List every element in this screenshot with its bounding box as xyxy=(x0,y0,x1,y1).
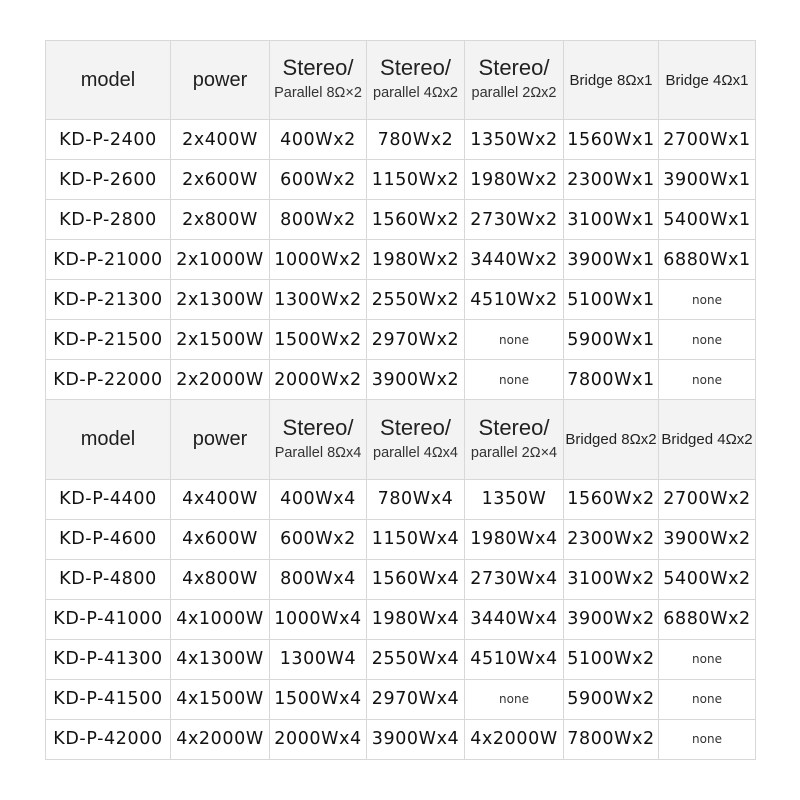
header-bridge-4ohm: Bridged 4Ωx2 xyxy=(659,400,756,479)
table-cell: 3900Wx2 xyxy=(564,599,659,639)
table-cell: 4x1500W xyxy=(171,679,270,719)
model-cell: KD-P-4400 xyxy=(46,479,171,519)
table-cell: 1300Wx2 xyxy=(270,280,367,320)
table-row xyxy=(46,200,756,240)
table-cell: none xyxy=(659,679,756,719)
model-cell: KD-P-21500 xyxy=(46,320,171,360)
header-stereo-8ohm xyxy=(270,41,367,120)
table-cell: 5100Wx1 xyxy=(564,280,659,320)
header-line1: Stereo/ xyxy=(282,55,354,81)
table-row xyxy=(46,719,756,759)
model-cell: KD-P-2800 xyxy=(46,200,171,240)
table-cell: 1350W xyxy=(465,479,564,519)
table-cell: 1500Wx2 xyxy=(270,320,367,360)
model-cell: KD-P-4600 xyxy=(46,519,171,559)
table-row xyxy=(46,280,756,320)
table-cell: 1560Wx1 xyxy=(564,120,659,160)
table-cell: 600Wx2 xyxy=(270,519,367,559)
table-cell: 1980Wx2 xyxy=(367,240,465,280)
amplifier-spec-table xyxy=(45,40,756,760)
table-cell: 2970Wx4 xyxy=(367,679,465,719)
table-cell: 3440Wx4 xyxy=(465,599,564,639)
table-cell: 2x600W xyxy=(171,160,270,200)
model-cell: KD-P-2600 xyxy=(46,160,171,200)
model-cell: KD-P-21000 xyxy=(46,240,171,280)
table-cell: 3900Wx2 xyxy=(367,360,465,400)
header-line2: parallel 2Ωx2 xyxy=(471,85,557,102)
table-cell: 2x1300W xyxy=(171,280,270,320)
header-line2: Parallel 8Ω×2 xyxy=(274,85,362,102)
table-row xyxy=(46,599,756,639)
table-cell: 4x800W xyxy=(171,559,270,599)
table-cell: 4x2000W xyxy=(171,719,270,759)
table-cell: 5400Wx1 xyxy=(659,200,756,240)
model-cell: KD-P-41000 xyxy=(46,599,171,639)
table-cell: none xyxy=(659,320,756,360)
table-cell: 4x1000W xyxy=(171,599,270,639)
table-row xyxy=(46,240,756,280)
table-row xyxy=(46,479,756,519)
table-cell: none xyxy=(659,719,756,759)
header-stereo-4ohm xyxy=(367,400,465,479)
table-cell: 2000Wx2 xyxy=(270,360,367,400)
table-cell: 4x1300W xyxy=(171,639,270,679)
table-cell: 1560Wx4 xyxy=(367,559,465,599)
header-bridge-8ohm: Bridge 8Ωx1 xyxy=(564,41,659,120)
table-row xyxy=(46,679,756,719)
table-cell: 600Wx2 xyxy=(270,160,367,200)
table-cell: 3100Wx2 xyxy=(564,559,659,599)
header-line1: Stereo/ xyxy=(282,414,354,440)
table-cell: 7800Wx2 xyxy=(564,719,659,759)
header-power: power xyxy=(171,41,270,120)
header-bridge-4ohm: Bridge 4Ωx1 xyxy=(659,41,756,120)
table-cell: none xyxy=(465,679,564,719)
table-cell: 3100Wx1 xyxy=(564,200,659,240)
table-cell: 1500Wx4 xyxy=(270,679,367,719)
table-cell: 1150Wx4 xyxy=(367,519,465,559)
table-cell: none xyxy=(659,360,756,400)
table-cell: 2x1000W xyxy=(171,240,270,280)
model-cell: KD-P-41500 xyxy=(46,679,171,719)
header-line1: Stereo/ xyxy=(478,55,550,81)
header-line2: parallel 4Ωx2 xyxy=(373,85,458,102)
table-cell: 1560Wx2 xyxy=(564,479,659,519)
model-cell: KD-P-41300 xyxy=(46,639,171,679)
model-cell: KD-P-22000 xyxy=(46,360,171,400)
table-row xyxy=(46,160,756,200)
table-body-2ch xyxy=(46,120,756,400)
table-cell: none xyxy=(465,320,564,360)
table-cell: 3440Wx2 xyxy=(465,240,564,280)
header-line2: parallel 2Ω×4 xyxy=(470,444,558,461)
header-line1: Stereo/ xyxy=(380,55,451,81)
table-cell: 2x2000W xyxy=(171,360,270,400)
table-cell: 400Wx2 xyxy=(270,120,367,160)
table-cell: 5900Wx1 xyxy=(564,320,659,360)
model-cell: KD-P-21300 xyxy=(46,280,171,320)
table-cell: none xyxy=(659,639,756,679)
table-cell: 400Wx4 xyxy=(270,479,367,519)
table-cell: 4510Wx2 xyxy=(465,280,564,320)
table-row xyxy=(46,519,756,559)
table-cell: 2x400W xyxy=(171,120,270,160)
table-cell: 2970Wx2 xyxy=(367,320,465,360)
table-cell: 1350Wx2 xyxy=(465,120,564,160)
table-cell: 7800Wx1 xyxy=(564,360,659,400)
table-cell: 3900Wx1 xyxy=(564,240,659,280)
table-cell: 2700Wx1 xyxy=(659,120,756,160)
header-model: model xyxy=(46,400,171,479)
table-cell: 1560Wx2 xyxy=(367,200,465,240)
table-cell: 2550Wx4 xyxy=(367,639,465,679)
table-cell: 2700Wx2 xyxy=(659,479,756,519)
model-cell: KD-P-42000 xyxy=(46,719,171,759)
table-cell: 3900Wx1 xyxy=(659,160,756,200)
header-line2: parallel 4Ωx4 xyxy=(373,444,458,461)
model-cell: KD-P-2400 xyxy=(46,120,171,160)
table-cell: 5100Wx2 xyxy=(564,639,659,679)
table-cell: 5400Wx2 xyxy=(659,559,756,599)
table-cell: none xyxy=(659,280,756,320)
table-cell: 1980Wx4 xyxy=(367,599,465,639)
table-cell: none xyxy=(465,360,564,400)
header-stereo-8ohm xyxy=(270,400,367,479)
header-row-2ch xyxy=(46,41,756,120)
table-cell: 780Wx4 xyxy=(367,479,465,519)
header-stereo-2ohm xyxy=(465,400,564,479)
table-cell: 6880Wx2 xyxy=(659,599,756,639)
table-cell: 800Wx4 xyxy=(270,559,367,599)
table-cell: 3900Wx2 xyxy=(659,519,756,559)
table-cell: 1000Wx4 xyxy=(270,599,367,639)
header-stereo-2ohm xyxy=(465,41,564,120)
table-cell: 2550Wx2 xyxy=(367,280,465,320)
table-cell: 2300Wx2 xyxy=(564,519,659,559)
table-row xyxy=(46,639,756,679)
table-row xyxy=(46,120,756,160)
header-stereo-4ohm xyxy=(367,41,465,120)
table-cell: 2730Wx2 xyxy=(465,200,564,240)
table-cell: 4x600W xyxy=(171,519,270,559)
table-row xyxy=(46,320,756,360)
table-cell: 1150Wx2 xyxy=(367,160,465,200)
table-cell: 4x400W xyxy=(171,479,270,519)
table-body-4ch xyxy=(46,479,756,759)
table-cell: 2x800W xyxy=(171,200,270,240)
header-model: model xyxy=(46,41,171,120)
table-cell: 1300W4 xyxy=(270,639,367,679)
header-bridge-8ohm: Bridged 8Ωx2 xyxy=(564,400,659,479)
table-cell: 780Wx2 xyxy=(367,120,465,160)
table-cell: 1980Wx4 xyxy=(465,519,564,559)
table-cell: 5900Wx2 xyxy=(564,679,659,719)
table-row xyxy=(46,559,756,599)
table-cell: 2x1500W xyxy=(171,320,270,360)
header-line1: Stereo/ xyxy=(380,414,451,440)
table-cell: 1000Wx2 xyxy=(270,240,367,280)
model-cell: KD-P-4800 xyxy=(46,559,171,599)
header-power: power xyxy=(171,400,270,479)
header-line1: Stereo/ xyxy=(478,414,550,440)
table-cell: 3900Wx4 xyxy=(367,719,465,759)
table-cell: 2300Wx1 xyxy=(564,160,659,200)
table-cell: 2000Wx4 xyxy=(270,719,367,759)
header-line2: Parallel 8Ωx4 xyxy=(274,444,362,461)
table-cell: 1980Wx2 xyxy=(465,160,564,200)
table-cell: 800Wx2 xyxy=(270,200,367,240)
table-cell: 4510Wx4 xyxy=(465,639,564,679)
table-row xyxy=(46,360,756,400)
table-cell: 6880Wx1 xyxy=(659,240,756,280)
header-row-4ch xyxy=(46,400,756,479)
table-cell: 2730Wx4 xyxy=(465,559,564,599)
table-cell: 4x2000W xyxy=(465,719,564,759)
